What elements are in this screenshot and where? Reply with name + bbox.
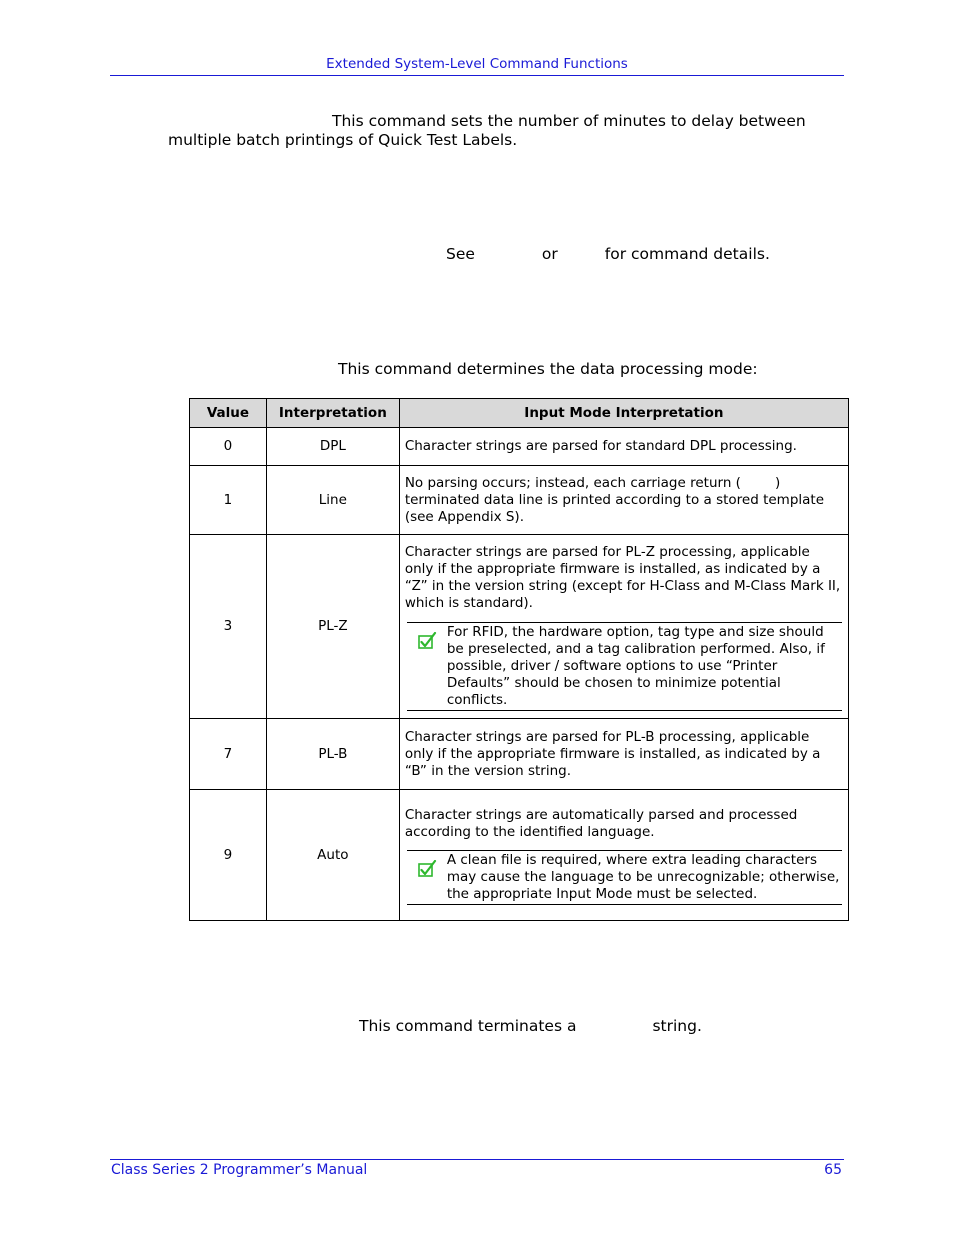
table-row <box>190 535 849 719</box>
cell-description: Character strings are parsed for PL-B processing, applicable only if the appropriate firmware is installed, as indicated by a “B” in the version string. <box>399 719 848 790</box>
footer-page-number: 65 <box>824 1162 842 1178</box>
desc-text: Character strings are parsed for PL-Z processing, applicable only if the appropriate firmware is installed, as indicated by a “Z” in the version string (except for H-Class and M-Class Mark II, which is standard). <box>404 544 841 611</box>
terminate-lead: This command terminates a <box>359 1017 577 1035</box>
header-rule <box>110 75 844 76</box>
cell-interpretation: Auto <box>266 790 399 921</box>
cell-value: 0 <box>190 428 267 466</box>
table-row <box>190 428 849 466</box>
cell-value: 3 <box>190 535 267 719</box>
note-box <box>407 622 842 711</box>
checkbox-check-icon <box>407 624 447 709</box>
see-reference <box>446 245 770 264</box>
cell-description <box>399 790 848 921</box>
table-row <box>190 790 849 921</box>
or-word: or <box>541 245 558 263</box>
delay-description-line2: multiple batch printings of Quick Test Labels. <box>168 131 518 149</box>
cell-interpretation: DPL <box>266 428 399 466</box>
cell-description <box>399 535 848 719</box>
desc-part-a: No parsing occurs; instead, each carriage return ( <box>404 474 741 491</box>
col-header-value: Value <box>190 399 267 428</box>
col-header-input-mode: Input Mode Interpretation <box>399 399 848 428</box>
desc-text: Character strings are automatically parsed and processed according to the identified language. <box>404 807 798 840</box>
delay-description-line1: This command sets the number of minutes to delay between <box>332 112 806 130</box>
col-header-interpretation: Interpretation <box>266 399 399 428</box>
cell-interpretation: PL-Z <box>266 535 399 719</box>
cell-description <box>399 466 848 535</box>
cell-value: 9 <box>190 790 267 921</box>
desc-part-b: ) <box>774 474 781 491</box>
input-mode-intro: This command determines the data processing mode: <box>338 360 758 378</box>
terminate-tail: string. <box>652 1017 702 1035</box>
table-row <box>190 466 849 535</box>
cell-interpretation: Line <box>266 466 399 535</box>
footer-manual-title: Class Series 2 Programmer’s Manual <box>111 1162 368 1178</box>
footer-rule <box>110 1159 844 1160</box>
see-word: See <box>446 245 475 263</box>
desc-part-c: terminated data line is printed according to a stored template (see Appendix S). <box>404 491 825 525</box>
note-text: A clean file is required, where extra leading characters may cause the language to be unrecognizable; otherwise, the appropriate Input Mode must be selected. <box>446 852 840 902</box>
cell-value: 7 <box>190 719 267 790</box>
table-row <box>190 719 849 790</box>
note-text: For RFID, the hardware option, tag type and size should be preselected, and a tag calibration performed. Also, if possible, driver / software options to use “Printer Defaults” should be chosen to minimize potential conflicts. <box>446 624 825 708</box>
table-header-row <box>190 399 849 428</box>
input-mode-table <box>189 398 849 921</box>
see-tail: for command details. <box>604 245 770 263</box>
page-header-title: Extended System-Level Command Functions <box>326 56 628 72</box>
checkbox-check-icon <box>407 852 447 903</box>
cell-description: Character strings are parsed for standard DPL processing. <box>399 428 848 466</box>
note-box <box>407 850 842 905</box>
cell-interpretation: PL-B <box>266 719 399 790</box>
terminate-description <box>359 1017 702 1036</box>
cell-value: 1 <box>190 466 267 535</box>
